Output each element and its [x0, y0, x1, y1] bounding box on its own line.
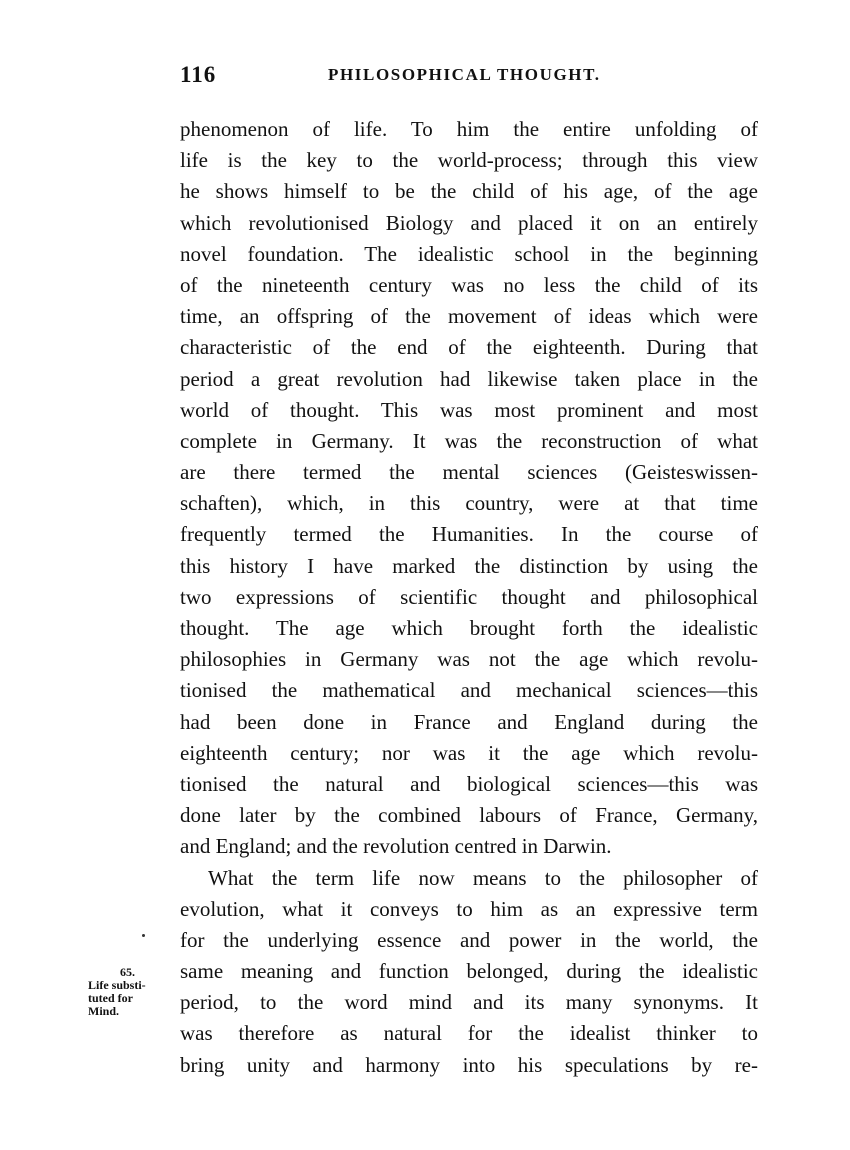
text-line: of the nineteenth century was no less the child of its — [180, 272, 758, 297]
body-text — [180, 114, 758, 1081]
page-number: 116 — [180, 62, 217, 87]
text-line: time, an offspring of the movement of ideas which were — [180, 304, 758, 329]
text-line: schaften), which, in this country, were at that time — [180, 491, 758, 516]
text-line: world of thought. This was most prominent and most — [180, 397, 758, 422]
margin-note — [72, 966, 162, 1018]
margin-note-line: Mind. — [88, 1004, 120, 1018]
text-line: complete in Germany. It was the reconstruction of what — [180, 428, 758, 453]
text-line: which revolutionised Biology and placed it on an entirely — [180, 210, 758, 235]
text-line: tionised the mathematical and mechanical sciences—this — [180, 678, 758, 703]
running-head — [180, 62, 758, 92]
text-line: evolution, what it conveys to him as an expressive term — [180, 896, 758, 921]
paragraph-start-line: What the term life now means to the philosopher of — [208, 865, 758, 890]
margin-note-line: tuted for — [88, 991, 133, 1005]
text-line: characteristic of the end of the eighteenth. During that — [180, 335, 758, 360]
margin-note-number: 65. — [120, 965, 135, 979]
text-line: for the underlying essence and power in the world, the — [180, 927, 758, 952]
text-line: thought. The age which brought forth the idealistic — [180, 616, 758, 640]
text-line: period a great revolution had likewise taken place in the — [180, 366, 758, 391]
text-line: was therefore as natural for the idealist thinker to — [180, 1021, 758, 1046]
text-line: phenomenon of life. To him the entire unfolding of — [180, 117, 758, 141]
text-line: tionised the natural and biological sciences—this was — [180, 771, 758, 796]
text-line: are there termed the mental sciences (Geisteswissen- — [180, 460, 758, 485]
margin-note-line: Life substi- — [88, 978, 146, 992]
text-line: eighteenth century; nor was it the age which revolu- — [180, 740, 758, 765]
text-line: life is the key to the world-process; through this view — [180, 148, 758, 173]
text-line: bring unity and harmony into his speculations by re- — [180, 1052, 758, 1077]
text-line: frequently termed the Humanities. In the course of — [180, 522, 758, 547]
text-line: he shows himself to be the child of his age, of the age — [180, 179, 758, 204]
text-line: two expressions of scientific thought and philosophical — [180, 584, 758, 609]
text-line: period, to the word mind and its many synonyms. It — [180, 990, 758, 1015]
text-line: had been done in France and England during the — [180, 709, 758, 734]
text-line: this history I have marked the distinction by using the — [180, 553, 758, 578]
text-line: novel foundation. The idealistic school in the beginning — [180, 241, 758, 266]
text-line: and England; and the revolution centred in Darwin. — [180, 834, 612, 859]
text-line: philosophies in Germany was not the age which revolu- — [180, 647, 758, 672]
text-line: done later by the combined labours of France, Germany, — [180, 803, 758, 828]
running-title: PHILOSOPHICAL THOUGHT. — [328, 65, 601, 84]
print-speck — [142, 934, 145, 937]
text-line: same meaning and function belonged, during the idealistic — [180, 959, 758, 984]
